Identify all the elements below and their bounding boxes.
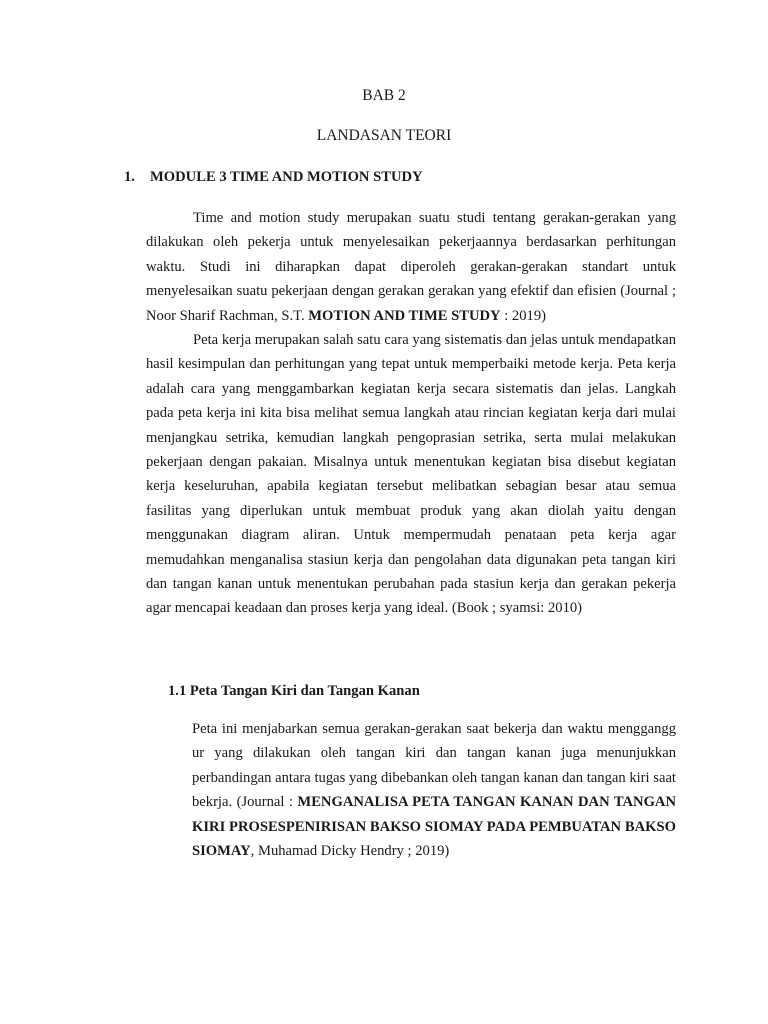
citation-end: : 2019) [504,307,546,324]
paragraph-text: Peta kerja merupakan salah satu cara yang sistematis dan jelas untuk mendapatkan hasil kesimpulan dan perhitungan yang tepat untuk memperbaiki metode kerja. Peta kerja adalah cara yang menggambarkan kegiatan kerja secara sistematis dan jelas. Langkah pada peta kerja ini kita bisa melihat semua langkah atau rincian kegiatan kerja dari mulai menjangkau setrika, kemudian langkah pengoprasian setrika, serta mulai melakukan pekerjaan dengan pakaian. Misalnya untuk menentukan kegiatan bisa disebut kegiatan kerja keseluruhan, apabila kegiatan tersebut melibatkan sebagian besar atau semua fasilitas yang diperlukan untuk membuat produk yang akan diolah yaitu dengan menggunakan diagram aliran. Untuk mempermudah penataan peta kerja agar memudahkan menganalisa stasiun kerja dan pengolahan data digunakan peta tangan kiri dan tangan kanan untuk menentukan perubahan pada stasiun kerja dan gerakan pekerja agar mencapai keadaan dan proses kerja yang ideal. (Book ; syamsi: 2010) [146,332,676,617]
citation-title: MOTION AND TIME STUDY [308,307,501,324]
section-heading [124,169,423,186]
citation-end: , Muhamad Dicky Hendry ; 2019) [250,843,450,860]
chapter-title: LANDASAN TEORI [316,127,452,144]
paragraph-text: Time and motion study merupakan suatu studi tentang gerakan-gerakan yang dilakukan oleh pekerja untuk menyelesaikan pekerjaannya berdasarkan perhitungan waktu. Studi ini diharapkan dapat diperoleh gerakan-gerakan standart untuk menyelesaikan suatu pekerjaan dengan gerakan gerakan yang efektif dan efisien (Journal ; Noor Sharif Rachman, S.T. [146,210,676,324]
paragraph-time-motion-study [146,206,676,328]
paragraph-text: Peta ini menjabarkan semua gerakan-gerakan saat bekerja dan waktu menggangg ur yang dilakukan oleh tangan kiri dan tangan kanan juga menunjukkan perbandingan antara tugas yang dibebankan oleh tangan kanan dan tangan kiri saat bekrja. (Journal : [192,721,676,811]
section-number: 1. [124,169,135,185]
section-title: MODULE 3 TIME AND MOTION STUDY [150,169,423,185]
paragraph-peta-tangan [192,717,676,863]
subsection-heading: 1.1 Peta Tangan Kiri dan Tangan Kanan [168,683,420,699]
paragraph-peta-kerja [146,328,676,621]
chapter-heading: BAB 2 [362,87,406,104]
citation-title: MENGANALISA PETA TANGAN KANAN DAN TANGAN KIRI PROSESPENIRISAN BAKSO SIOMAY PADA PEMBUATAN BAKSO SIOMAY [192,794,677,860]
